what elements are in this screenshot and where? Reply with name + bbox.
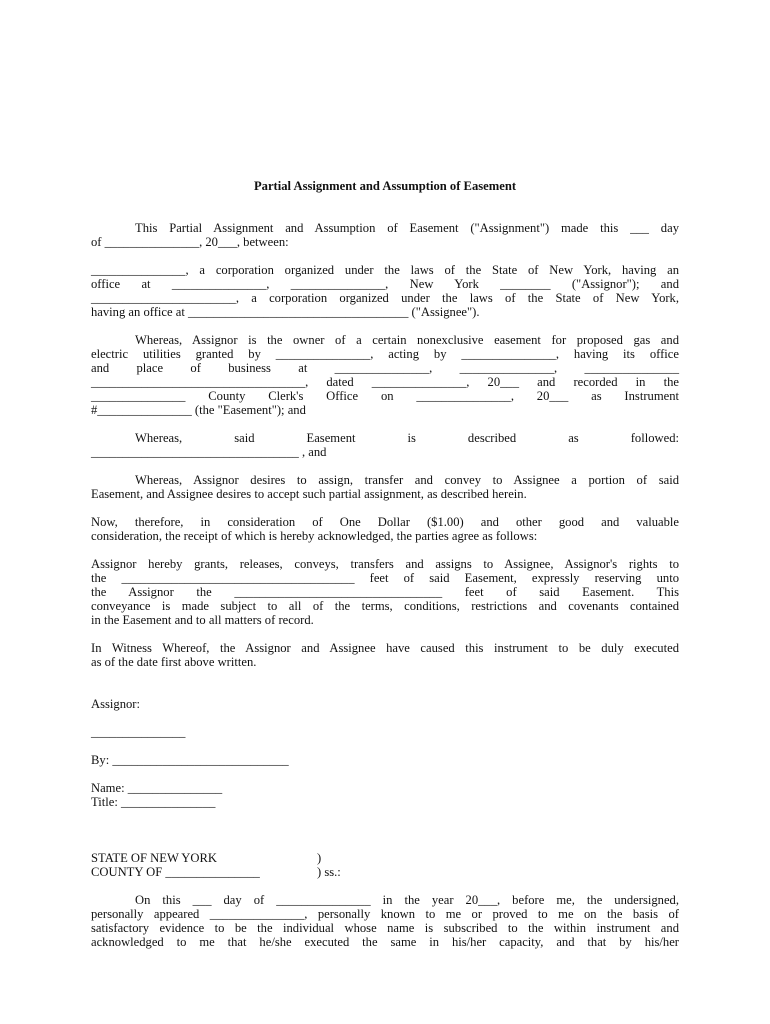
whereas-desires-paragraph (91, 473, 679, 501)
notary-county: COUNTY OF _______________ (91, 865, 260, 879)
notary-line: personally appeared _______________, personally known to me or proved to me on the basis of (91, 907, 679, 921)
consideration-line: consideration, the receipt of which is hereby acknowledged, the parties agree as follows: (91, 529, 538, 543)
whereas-line: _______________ County Clerk's Office on _______________, 20___ as Instrument (91, 389, 679, 403)
consideration-line: Now, therefore, in consideration of One Dollar ($1.00) and other good and valuable (91, 515, 679, 529)
signature-title-line: Title: _______________ (91, 795, 216, 809)
parties-paragraph (91, 263, 679, 319)
parties-line: office at _______________, _______________, New York ________ ("Assignor"); and (91, 277, 679, 291)
document-title: Partial Assignment and Assumption of Easement (253, 179, 517, 193)
notary-paragraph (91, 893, 679, 949)
signature-by-line: By: ____________________________ (91, 753, 289, 767)
whereas-line: Easement, and Assignee desires to accept such partial assignment, as described herein. (91, 487, 527, 501)
whereas-line: Whereas, said Easement is described as followed: (135, 431, 679, 445)
whereas-line: __________________________________, dated _______________, 20___ and recorded in the (91, 375, 679, 389)
whereas-described-paragraph (91, 431, 679, 459)
parties-line: having an office at ___________________________________ ("Assignee"). (91, 305, 480, 319)
consideration-paragraph (91, 515, 679, 543)
notary-state: STATE OF NEW YORK (91, 851, 217, 865)
intro-line: of _______________, 20___, between: (91, 235, 289, 249)
witness-line: as of the date first above written. (91, 655, 257, 669)
assignor-signature-line: _______________ (91, 725, 186, 739)
intro-paragraph (91, 221, 679, 249)
notary-county-paren: ) ss.: (317, 865, 341, 879)
grant-line: Assignor hereby grants, releases, conveys, transfers and assigns to Assignee, Assignor's rights to (91, 557, 679, 571)
grant-line: the Assignor the _________________________________ feet of said Easement. This (91, 585, 679, 599)
witness-paragraph (91, 641, 679, 669)
whereas-line: _________________________________ , and (91, 445, 327, 459)
notary-county-row (91, 865, 679, 879)
grant-line: the _____________________________________ feet of said Easement, expressly reserving unto (91, 571, 679, 585)
intro-line: This Partial Assignment and Assumption of Easement ("Assignment") made this ___ day (135, 221, 679, 235)
notary-line: On this ___ day of _______________ in the year 20___, before me, the undersigned, (135, 893, 679, 907)
grant-line: conveyance is made subject to all of the terms, conditions, restrictions and covenants contained (91, 599, 679, 613)
whereas-line: #_______________ (the "Easement"); and (91, 403, 306, 417)
signature-name-line: Name: _______________ (91, 781, 223, 795)
whereas-line: electric utilities granted by _______________, acting by _______________, having its office (91, 347, 679, 361)
document-page (91, 172, 679, 963)
whereas-line: and place of business at _______________, _______________, _______________ (91, 361, 679, 375)
whereas-owner-paragraph (91, 333, 679, 417)
parties-line: _______________, a corporation organized under the laws of the State of New York, having an (91, 263, 679, 277)
notary-state-paren: ) (317, 851, 322, 865)
whereas-line: Whereas, Assignor is the owner of a certain nonexclusive easement for proposed gas and (135, 333, 679, 347)
witness-line: In Witness Whereof, the Assignor and Assignee have caused this instrument to be duly executed (91, 641, 679, 655)
assignor-label: Assignor: (91, 697, 140, 711)
grant-paragraph (91, 557, 679, 627)
whereas-line: Whereas, Assignor desires to assign, transfer and convey to Assignee a portion of said (135, 473, 679, 487)
notary-line: satisfactory evidence to be the individual whose name is subscribed to the within instrument and (91, 921, 679, 935)
grant-line: in the Easement and to all matters of record. (91, 613, 314, 627)
parties-line: _______________________, a corporation organized under the laws of the State of New York, (91, 291, 679, 305)
notary-state-row (91, 851, 679, 865)
notary-line: acknowledged to me that he/she executed the same in his/her capacity, and that by his/her (91, 935, 679, 949)
